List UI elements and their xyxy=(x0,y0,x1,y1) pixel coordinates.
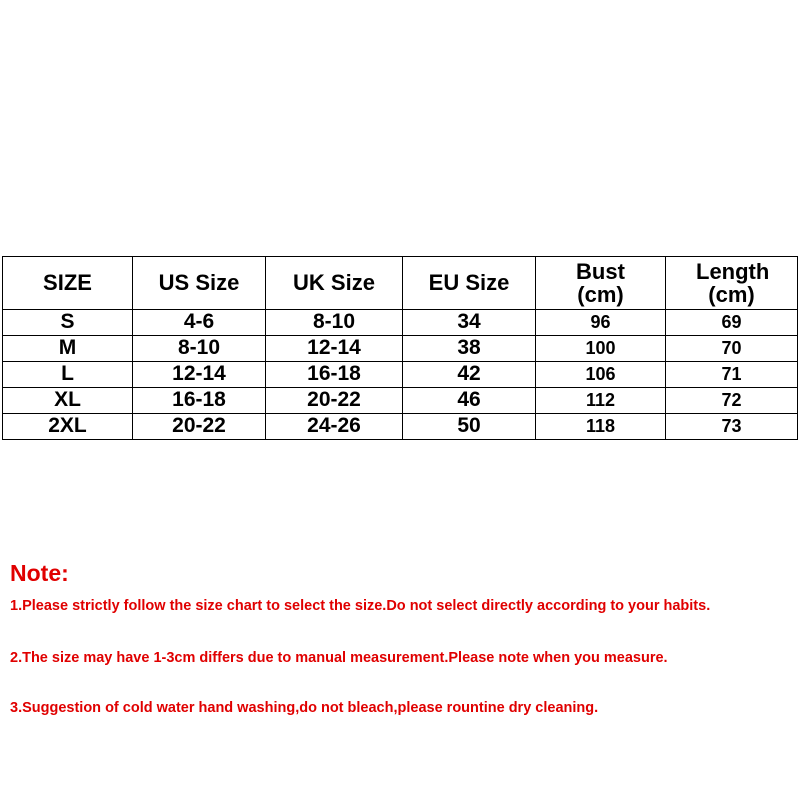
header-us-size: US Size xyxy=(133,257,266,310)
cell-size: XL xyxy=(3,388,133,414)
cell-us-size: 12-14 xyxy=(133,362,266,388)
cell-bust: 100 xyxy=(536,336,666,362)
note-item-1: 1.Please strictly follow the size chart to select the size.Do not select directly according to your habits. xyxy=(10,598,711,614)
table-row xyxy=(3,388,798,414)
cell-size: S xyxy=(3,310,133,336)
cell-length: 70 xyxy=(666,336,798,362)
note-title: Note: xyxy=(10,560,69,586)
cell-size: 2XL xyxy=(3,414,133,440)
cell-length: 72 xyxy=(666,388,798,414)
cell-uk-size: 20-22 xyxy=(266,388,403,414)
table-row xyxy=(3,336,798,362)
cell-size: M xyxy=(3,336,133,362)
header-size: SIZE xyxy=(3,257,133,310)
cell-eu-size: 38 xyxy=(403,336,536,362)
table-row xyxy=(3,362,798,388)
header-uk-size: UK Size xyxy=(266,257,403,310)
table-row xyxy=(3,310,798,336)
cell-us-size: 20-22 xyxy=(133,414,266,440)
cell-length: 73 xyxy=(666,414,798,440)
header-eu-size: EU Size xyxy=(403,257,536,310)
note-item-3: 3.Suggestion of cold water hand washing,do not bleach,please rountine dry cleaning. xyxy=(10,700,599,716)
cell-eu-size: 46 xyxy=(403,388,536,414)
cell-eu-size: 34 xyxy=(403,310,536,336)
cell-bust: 118 xyxy=(536,414,666,440)
cell-uk-size: 12-14 xyxy=(266,336,403,362)
table-header-row xyxy=(3,257,798,310)
cell-size: L xyxy=(3,362,133,388)
cell-eu-size: 42 xyxy=(403,362,536,388)
cell-eu-size: 50 xyxy=(403,414,536,440)
cell-uk-size: 16-18 xyxy=(266,362,403,388)
cell-uk-size: 8-10 xyxy=(266,310,403,336)
note-item-2: 2.The size may have 1-3cm differs due to manual measurement.Please note when you measure. xyxy=(10,650,668,666)
cell-us-size: 4-6 xyxy=(133,310,266,336)
cell-bust: 106 xyxy=(536,362,666,388)
cell-bust: 96 xyxy=(536,310,666,336)
cell-us-size: 16-18 xyxy=(133,388,266,414)
table-row xyxy=(3,414,798,440)
size-chart-table xyxy=(2,256,798,440)
cell-bust: 112 xyxy=(536,388,666,414)
header-length: Length (cm) xyxy=(666,257,798,310)
cell-uk-size: 24-26 xyxy=(266,414,403,440)
header-bust: Bust (cm) xyxy=(536,257,666,310)
cell-length: 71 xyxy=(666,362,798,388)
cell-length: 69 xyxy=(666,310,798,336)
cell-us-size: 8-10 xyxy=(133,336,266,362)
